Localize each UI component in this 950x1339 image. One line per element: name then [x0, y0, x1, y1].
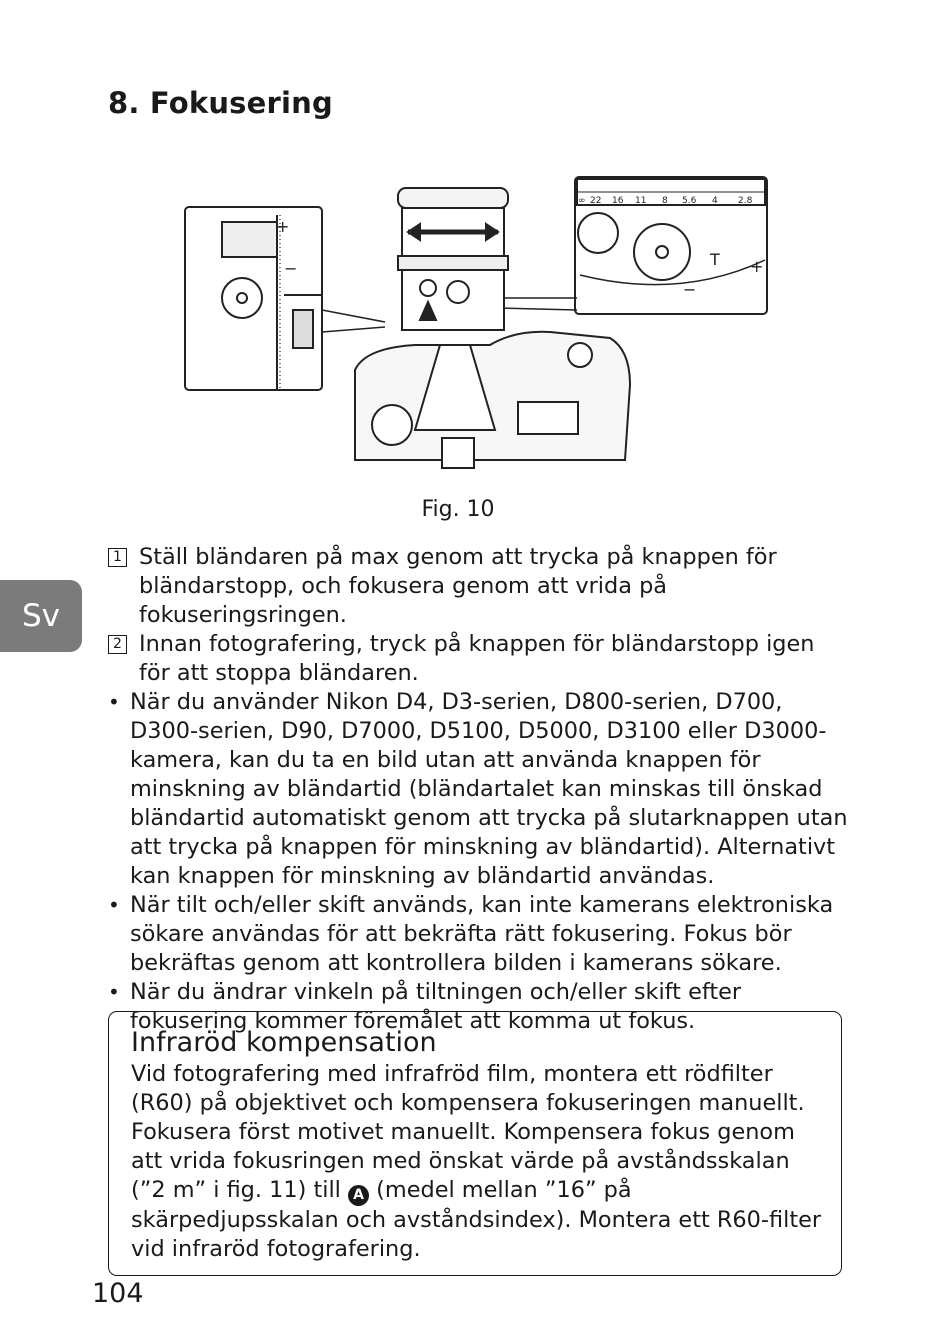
- dof-scale-4: 4: [712, 196, 718, 206]
- dof-scale-22: 22: [590, 196, 602, 206]
- infobox-body: [131, 1060, 831, 1264]
- marker-a-icon: A: [348, 1185, 369, 1206]
- bullet-text: När du ändrar vinkeln på tiltningen och/eller skift efter fokusering kommer föremålet att komma ut fokus.: [130, 979, 742, 1034]
- bullet-item: [108, 891, 848, 978]
- infobox-title: Infraröd kompensation: [131, 1027, 437, 1058]
- dof-scale-2.8: 2.8: [738, 196, 753, 206]
- dof-button-icon: [578, 213, 618, 253]
- step-text: Ställ bländaren på max genom att trycka på knappen för bländarstopp, och fokusera genom att vrida på fokuseringsringen.: [139, 544, 777, 628]
- step-item: [108, 543, 848, 630]
- figure-caption: Fig. 10: [421, 497, 495, 522]
- step-number: 2: [108, 635, 127, 654]
- step-number: 1: [108, 548, 127, 567]
- dof-scale-5.6: 5.6: [682, 196, 697, 206]
- infinity-mark: ∞: [578, 196, 586, 206]
- infobox-text-before: Vid fotografering med infrafröd film, montera ett rödfilter (R60) på objektivet och kompensera fokuseringen manuellt. Fokusera först motivet manuellt. Kompensera fokus genom att vrida fokusringen med önskat värde på avståndsskalan (”2 m” i fig. 11) till: [131, 1061, 805, 1203]
- dof-scale-8: 8: [662, 196, 668, 206]
- lens-front-ring: [398, 188, 508, 208]
- tilt-minus-mark: −: [683, 280, 697, 299]
- left-minus-mark: −: [284, 259, 298, 278]
- tilt-t-mark: T: [710, 250, 720, 269]
- tilt-plus-mark: +: [750, 257, 764, 276]
- step-text: Innan fotografering, tryck på knappen för bländarstopp igen för att stoppa bländaren.: [139, 631, 815, 686]
- page-number: 104: [92, 1278, 144, 1309]
- left-knob-icon: [222, 278, 262, 318]
- bullet-dot-icon: •: [108, 690, 120, 714]
- bullet-dot-icon: •: [108, 980, 120, 1004]
- page-title: 8. Fokusering: [108, 86, 333, 120]
- bullet-text: När du använder Nikon D4, D3-serien, D800-serien, D700, D300-serien, D90, D7000, D5100, D5000, D3100 eller D3000-kamera, kan du ta en bild utan att använda knappen för minskning av bländartid (bländartalet kan minskas till önskad bländartid automatiskt genom att trycka på slutarknappen utan att trycka på knappen för minskning av bländartid). Alternativt kan knappen för minskning av bländartid användas.: [130, 689, 848, 889]
- left-plus-mark: +: [276, 217, 290, 236]
- bullet-dot-icon: •: [108, 893, 120, 917]
- bullet-text: När tilt och/eller skift används, kan inte kamerans elektroniska sökare användas för att bekräfta rätt fokusering. Fokus bör bekräftas genom att kontrollera bilden i kamerans sökare.: [130, 892, 834, 976]
- tilt-lock-knob-icon: [634, 224, 690, 280]
- infrared-compensation-box: [108, 1011, 842, 1276]
- bullet-item: [108, 688, 848, 891]
- language-tab: Sv: [0, 580, 82, 652]
- instructions: [108, 543, 848, 1036]
- dof-scale-11: 11: [635, 196, 647, 206]
- infobox-text-after: (medel mellan ”16” på skärpedjupsskalan och avståndsindex). Montera ett R60-filter vid infraröd fotografering.: [131, 1177, 822, 1262]
- dof-scale-16: 16: [612, 196, 624, 206]
- step-item: [108, 630, 848, 688]
- lens-figure-illustration: [180, 170, 780, 470]
